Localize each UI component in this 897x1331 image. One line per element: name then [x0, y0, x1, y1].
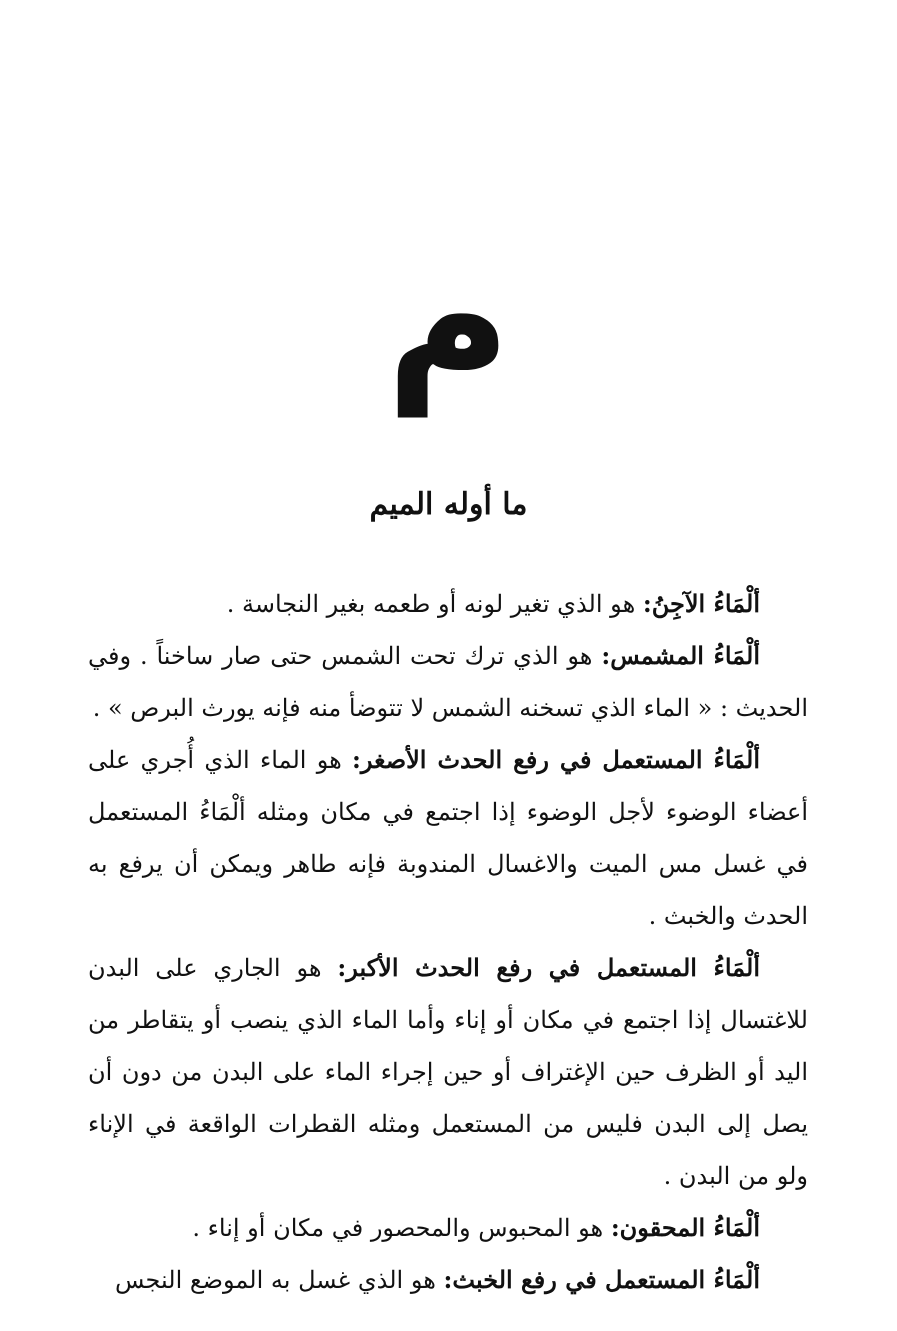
entry-definition: هو الذي تغير لونه أو طعمه بغير النجاسة .	[226, 590, 643, 618]
entry-term: ألْمَاءُ المستعمل في رفع الحدث الأكبر:	[337, 953, 760, 982]
entry-definition: هو الجاري على البدن للاغتسال إذا اجتمع في مكان أو إناء وأما الماء الذي ينصب أو يتقاطر من اليد أو الظرف حين الإغتراف أو حين إجراء الماء على البدن من دون أن يصل إلى البدن فليس من المستعمل ومثله القطرات الواقعة في الإناء ولو من البدن .	[88, 954, 808, 1190]
entry-used-water-filth	[88, 1254, 808, 1306]
entry-term: ألْمَاءُ الآجِنُ:	[642, 589, 760, 618]
entry-term: ألْمَاءُ المستعمل في رفع الحدث الأصغر:	[352, 745, 760, 774]
entry-term: ألْمَاءُ المشمس:	[601, 641, 760, 670]
entry-sun-heated-water	[88, 630, 808, 734]
entries-body	[88, 578, 808, 1306]
entry-definition: هو الذي ترك تحت الشمس حتى صار ساخناً . وفي الحديث : « الماء الذي تسخنه الشمس لا تتوضأ منه فإنه يورث البرص » .	[88, 642, 808, 722]
chapter-letter: م	[386, 219, 511, 417]
entry-definition: هو الذي غسل به الموضع النجس	[114, 1266, 444, 1294]
entry-used-water-minor-impurity	[88, 734, 808, 942]
entry-definition: هو المحبوس والمحصور في مكان أو إناء .	[192, 1214, 611, 1242]
entry-used-water-major-impurity	[88, 942, 808, 1202]
section-title: ما أوله الميم	[369, 487, 528, 522]
entry-definition: هو الماء الذي أُجري على أعضاء الوضوء لأجل الوضوء إذا اجتمع في مكان ومثله ألْمَاءُ المستعمل في غسل مس الميت والاغسال المندوبة فإنه طاهر ويمكن أن يرفع به الحدث والخبث .	[88, 746, 808, 930]
entry-retained-water	[88, 1202, 808, 1254]
entry-stagnant-water	[88, 578, 808, 630]
entry-term: ألْمَاءُ المحقون:	[610, 1213, 760, 1242]
entry-term: ألْمَاءُ المستعمل في رفع الخبث:	[443, 1265, 760, 1294]
